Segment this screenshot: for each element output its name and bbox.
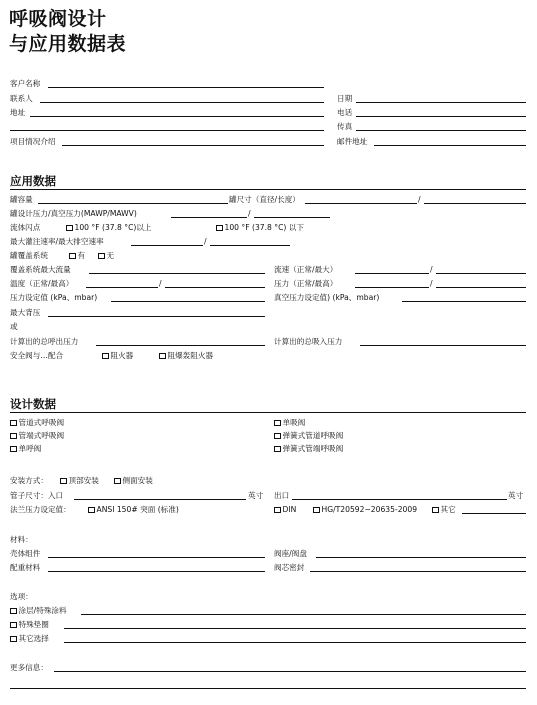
left-design-option-2[interactable] [10, 444, 41, 453]
max-empty-rate-field[interactable] [210, 245, 290, 246]
blanket-yes-checkbox[interactable]: 有 [69, 251, 85, 260]
checkbox-icon[interactable] [10, 433, 17, 440]
pressure-normal-field[interactable] [355, 287, 429, 288]
flame-arrester-checkbox[interactable]: 阻火器 [102, 351, 133, 360]
customer-name-field[interactable] [48, 87, 324, 88]
tank-capacity-label: 罐容量 [10, 195, 33, 204]
set-pressure-label: 压力设定值 (kPa、mbar) [10, 293, 98, 302]
other-option-checkbox[interactable]: 其它选择 [10, 634, 49, 643]
design-pressure-label: 罐设计压力/真空压力(MAWP/MAWV) [10, 209, 137, 218]
checkbox-icon[interactable] [10, 608, 17, 615]
flash-point-label: 流体闪点 [10, 223, 41, 232]
checkbox-icon[interactable] [313, 507, 320, 514]
customer-name-label: 客户名称 [10, 79, 41, 88]
tank-size-label: 罐尺寸（直径/长度） [229, 195, 300, 204]
pressure-max-field[interactable] [436, 287, 526, 288]
mawv-field[interactable] [254, 217, 330, 218]
max-back-pressure-field[interactable] [48, 316, 265, 317]
temp-max-field[interactable] [165, 287, 265, 288]
other-flange-checkbox[interactable]: 其它 [432, 505, 456, 514]
vacuum-set-field[interactable] [402, 301, 526, 302]
checkbox-icon[interactable] [10, 622, 17, 629]
flash-below-checkbox[interactable]: 100 °F (37.8 °C) 以下 [216, 223, 304, 232]
more-info-field[interactable] [54, 671, 526, 672]
flange-rating-label: 法兰压力设定值： [10, 505, 71, 514]
left-design-option-label: 管道式呼吸阀 [18, 418, 65, 427]
blanket-max-flow-field[interactable] [89, 273, 265, 274]
checkbox-icon[interactable] [10, 636, 17, 643]
top-install-checkbox[interactable]: 顶部安装 [60, 476, 99, 485]
tank-diameter-field[interactable] [305, 203, 417, 204]
flow-normal-field[interactable] [355, 273, 429, 274]
right-design-option-label: 弹簧式管道呼吸阀 [282, 431, 344, 440]
side-install-checkbox[interactable]: 侧面安装 [114, 476, 153, 485]
temperature-label: 温度（正常/最高） [10, 279, 74, 288]
right-design-option-label: 单吸阀 [282, 418, 306, 427]
weight-label: 配重材料 [10, 563, 41, 572]
design-divider [10, 412, 526, 413]
left-design-option-0[interactable] [10, 418, 64, 427]
date-label: 日期 [337, 94, 353, 103]
checkbox-icon[interactable] [274, 433, 281, 440]
right-design-option-0[interactable] [274, 418, 305, 427]
coating-checkbox[interactable]: 涂层/特殊涂料 [10, 606, 67, 615]
body-label: 壳体组件 [10, 549, 41, 558]
hg-checkbox[interactable]: HG/T20592~20635-2009 [313, 505, 417, 514]
checkbox-icon[interactable] [274, 420, 281, 427]
other-flange-field[interactable] [462, 513, 526, 514]
right-design-option-2[interactable] [274, 444, 343, 453]
vacuum-set-label: 真空压力设定值) (kPa、mbar) [274, 293, 380, 302]
checkbox-icon[interactable] [432, 507, 439, 514]
safety-valve-label: 安全阀与…配合 [10, 351, 64, 360]
core-seal-label: 阀芯密封 [274, 563, 305, 572]
checkbox-icon[interactable] [66, 225, 73, 232]
calc-in-field[interactable] [360, 345, 526, 346]
max-back-pressure-label: 最大背压 [10, 308, 41, 317]
gasket-checkbox[interactable]: 特殊垫圈 [10, 620, 49, 629]
left-design-option-label: 管端式呼吸阀 [18, 431, 65, 440]
email-field[interactable] [374, 145, 526, 146]
checkbox-icon[interactable] [88, 507, 95, 514]
body-field[interactable] [48, 557, 265, 558]
core-seal-field[interactable] [310, 571, 526, 572]
outlet-size-field[interactable] [292, 499, 507, 500]
page-title-line1: 呼吸阀设计 [9, 8, 107, 30]
materials-label: 材料： [10, 535, 33, 544]
calc-out-label: 计算出的总呼出压力 [10, 337, 79, 346]
right-design-option-1[interactable] [274, 431, 343, 440]
phone-field[interactable] [356, 116, 526, 117]
max-fill-rate-field[interactable] [131, 245, 203, 246]
checkbox-icon[interactable] [60, 478, 67, 485]
gasket-field[interactable] [64, 628, 526, 629]
or-label: 或 [10, 322, 18, 331]
checkbox-icon[interactable] [274, 446, 281, 453]
weight-field[interactable] [48, 571, 265, 572]
date-field[interactable] [356, 102, 526, 103]
contact-label: 联系人 [10, 94, 33, 103]
din-checkbox[interactable]: DIN [274, 505, 296, 514]
left-design-option-1[interactable] [10, 431, 64, 440]
checkbox-icon[interactable] [274, 507, 281, 514]
flow-rate-label: 流速（正常/最大） [274, 265, 338, 274]
calc-out-field[interactable] [96, 345, 265, 346]
other-option-field[interactable] [64, 642, 526, 643]
blanket-system-label: 罐覆盖系统 [10, 251, 48, 260]
checkbox-icon[interactable] [98, 253, 105, 260]
calc-in-label: 计算出的总吸入压力 [274, 337, 343, 346]
set-pressure-field[interactable] [111, 301, 265, 302]
checkbox-icon[interactable] [216, 225, 223, 232]
flash-above-checkbox[interactable]: 100 °F (37.8 °C)以上 [66, 223, 152, 232]
blanket-no-checkbox[interactable]: 无 [98, 251, 114, 260]
options-label: 选项： [10, 592, 33, 601]
inlet-size-field[interactable] [74, 499, 246, 500]
fax-field[interactable] [356, 130, 526, 131]
address-field[interactable] [30, 116, 324, 117]
pressure-label: 压力（正常/最高） [274, 279, 338, 288]
checkbox-icon[interactable] [10, 446, 17, 453]
address-field-line2[interactable] [10, 130, 324, 131]
seat-label: 阀座/阀盘 [274, 549, 307, 558]
application-divider [10, 189, 526, 190]
pipe-size-inlet-label: 管子尺寸：入口 [10, 491, 64, 500]
outlet-inch-label: 英寸 [508, 491, 524, 500]
outlet-label: 出口 [274, 491, 290, 500]
page-title-line2: 与应用数据表 [9, 33, 127, 55]
inlet-inch-label: 英寸 [248, 491, 264, 500]
blanket-max-flow-label: 覆盖系统最大流量 [10, 265, 71, 274]
more-info-label: 更多信息： [10, 663, 48, 672]
address-label: 地址 [10, 108, 26, 117]
tank-length-field[interactable] [424, 203, 526, 204]
seat-field[interactable] [316, 557, 526, 558]
application-heading: 应用数据 [10, 174, 56, 188]
temp-normal-field[interactable] [86, 287, 158, 288]
contact-field[interactable] [40, 102, 324, 103]
mawp-field[interactable] [171, 217, 247, 218]
max-fill-rate-label: 最大灌注速率/最大排空速率 [10, 237, 104, 246]
flow-max-field[interactable] [436, 273, 526, 274]
checkbox-icon[interactable] [102, 353, 109, 360]
tank-capacity-field[interactable] [38, 203, 228, 204]
checkbox-icon[interactable] [69, 253, 76, 260]
checkbox-icon[interactable] [10, 420, 17, 427]
coating-field[interactable] [81, 614, 526, 615]
project-label: 项目情况介绍 [10, 137, 56, 146]
phone-label: 电话 [337, 108, 353, 117]
more-info-field-line2[interactable] [10, 688, 526, 689]
email-label: 邮件地址 [337, 137, 368, 146]
design-heading: 设计数据 [10, 397, 56, 411]
right-design-option-label: 弹簧式管端呼吸阀 [282, 444, 344, 453]
fax-label: 传真 [337, 122, 353, 131]
install-method-label: 安装方式： [10, 476, 48, 485]
project-field[interactable] [62, 145, 324, 146]
ansi-checkbox[interactable]: ANSI 150# 突面 (标准) [88, 505, 179, 514]
left-design-option-label: 单呼阀 [18, 444, 42, 453]
checkbox-icon[interactable] [159, 353, 166, 360]
detonation-arrester-checkbox[interactable]: 阻爆轰阻火器 [159, 351, 213, 360]
checkbox-icon[interactable] [114, 478, 121, 485]
